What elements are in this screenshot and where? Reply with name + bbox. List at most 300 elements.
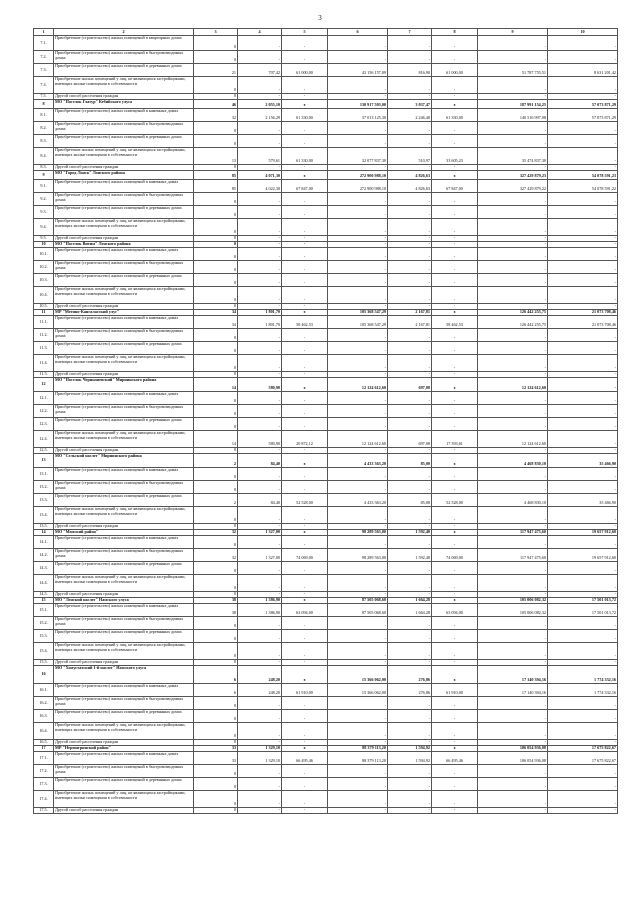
households-count: 32	[194, 109, 238, 122]
cost-total: -	[328, 193, 388, 206]
table-row	[34, 122, 618, 135]
column-number: 8	[432, 29, 478, 36]
area-total: 2 156,29	[238, 109, 282, 122]
area-total: -	[238, 242, 282, 248]
price-per-sqm: -	[282, 660, 328, 666]
area-total: 580,90	[238, 378, 282, 392]
table-row	[34, 287, 618, 304]
cost-total: 12 124 612,60	[328, 431, 388, 448]
area-total: -	[238, 697, 282, 710]
cost-planned: -	[478, 329, 548, 342]
area-total: -	[238, 723, 282, 740]
price-planned: -	[432, 77, 478, 94]
price-planned: -	[432, 765, 478, 778]
cost-total: -	[328, 507, 388, 524]
table-row	[34, 100, 618, 109]
area-planned: -	[388, 418, 432, 431]
row-name: МО "Хомустахский 1-й наслег" Намского улуса	[54, 666, 194, 684]
cost-additional: 19 657 912,60	[548, 549, 618, 562]
price-planned: -	[432, 261, 478, 274]
households-count: 33	[194, 746, 238, 752]
households-count: 0	[194, 193, 238, 206]
price-planned: -	[432, 51, 478, 64]
cost-additional: -	[548, 135, 618, 148]
area-total: -	[238, 710, 282, 723]
cost-total: -	[328, 765, 388, 778]
area-total: -	[238, 77, 282, 94]
area-total: -	[238, 643, 282, 660]
row-name: Приобретение (строительство) жилых помещений в быстровозводимых домах	[54, 697, 194, 710]
cost-total: -	[328, 723, 388, 740]
cost-total: -	[328, 219, 388, 236]
households-count: 0	[194, 592, 238, 598]
row-code: 13.1.	[34, 468, 54, 481]
table-row	[34, 109, 618, 122]
table-row	[34, 206, 618, 219]
households-count: 0	[194, 536, 238, 549]
price-planned: -	[432, 448, 478, 454]
table-row	[34, 454, 618, 468]
price-planned: -	[432, 592, 478, 598]
price-per-sqm: -	[282, 122, 328, 135]
cost-planned: -	[478, 392, 548, 405]
cost-planned: -	[478, 94, 548, 100]
price-planned: -	[432, 660, 478, 666]
area-total: 4 071,30	[238, 171, 282, 180]
households-count: 0	[194, 524, 238, 530]
cost-additional: -	[548, 219, 618, 236]
area-planned: -	[388, 643, 432, 660]
cost-total: -	[328, 135, 388, 148]
area-planned: 697,08	[388, 431, 432, 448]
area-total: -	[238, 660, 282, 666]
row-code: 10.4.	[34, 287, 54, 304]
row-name: Приобретение (строительство) жилых помещений в деревянных домах	[54, 494, 194, 507]
cost-total: 130 917 503,00	[328, 100, 388, 109]
cost-additional: -	[548, 287, 618, 304]
price-per-sqm: -	[282, 135, 328, 148]
row-name: Приобретение (строительство) жилых помещений в каменных домах	[54, 468, 194, 481]
row-name: Приобретение (строительство) жилых помещений в деревянных домах	[54, 274, 194, 287]
area-total: 248,20	[238, 666, 282, 684]
area-planned: -	[388, 193, 432, 206]
table-row	[34, 51, 618, 64]
area-total: 707,42	[238, 64, 282, 77]
households-count: 0	[194, 740, 238, 746]
row-name: МО "Сельский наслег" Мирнинского района	[54, 454, 194, 468]
row-code: 17.4.	[34, 791, 54, 808]
price-planned: 61 910,00	[432, 684, 478, 697]
households-count: 0	[194, 206, 238, 219]
row-name: Другой способ расселения граждан	[54, 740, 194, 746]
cost-additional: -	[548, 697, 618, 710]
cost-additional: 57 073 871,29	[548, 109, 618, 122]
area-planned: 2 167,81	[388, 316, 432, 329]
cost-total: -	[328, 617, 388, 630]
households-count: 0	[194, 710, 238, 723]
row-code: 15	[34, 598, 54, 604]
table-row	[34, 778, 618, 791]
area-total: -	[238, 617, 282, 630]
cost-planned: -	[478, 355, 548, 372]
row-name: Приобретение (строительство) жилых помещений в деревянных домах	[54, 135, 194, 148]
row-name: Другой способ расселения граждан	[54, 660, 194, 666]
table-row	[34, 575, 618, 592]
cost-planned: -	[478, 242, 548, 248]
cost-planned: -	[478, 592, 548, 598]
area-planned: -	[388, 135, 432, 148]
row-code: 7.2.	[34, 51, 54, 64]
cost-planned: -	[478, 630, 548, 643]
cost-planned: 17 140 394,16	[478, 684, 548, 697]
households-count: 0	[194, 468, 238, 481]
row-code: 7.4.	[34, 77, 54, 94]
cost-planned: -	[478, 51, 548, 64]
cost-additional: 35 466,90	[548, 494, 618, 507]
row-code: 10.2.	[34, 261, 54, 274]
area-total: -	[238, 481, 282, 494]
area-total: -	[238, 791, 282, 808]
cost-total: -	[328, 77, 388, 94]
area-total: -	[238, 274, 282, 287]
row-name: Приобретение (строительство) жилых помещений в каменных домах	[54, 109, 194, 122]
price-planned: -	[432, 329, 478, 342]
cost-planned: 187 991 154,25	[478, 100, 548, 109]
resettlement-table	[33, 28, 618, 814]
price-per-sqm: 66 495,46	[282, 752, 328, 765]
cost-planned: 12 124 612,60	[478, 431, 548, 448]
table-row	[34, 481, 618, 494]
area-total: -	[238, 261, 282, 274]
row-code: 10.3.	[34, 274, 54, 287]
households-count: 32	[194, 530, 238, 536]
price-planned: -	[432, 165, 478, 171]
households-count: 34	[194, 316, 238, 329]
cost-planned: 327 429 879,22	[478, 180, 548, 193]
cost-additional: -	[548, 372, 618, 378]
price-per-sqm: 61 330,00	[282, 109, 328, 122]
cost-planned: -	[478, 165, 548, 171]
table-row	[34, 684, 618, 697]
table-row	[34, 405, 618, 418]
cost-total: -	[328, 287, 388, 304]
row-code: 11	[34, 310, 54, 316]
row-name: Приобретение (строительство) жилых помещений в быстровозводимых домах	[54, 193, 194, 206]
price-per-sqm: -	[282, 448, 328, 454]
row-code: 14.2.	[34, 549, 54, 562]
cost-planned: 105 006 082,32	[478, 598, 548, 604]
price-planned: -	[432, 242, 478, 248]
row-code: 7.3.	[34, 64, 54, 77]
cost-additional: -	[548, 236, 618, 242]
cost-planned: 106 054 936,08	[478, 752, 548, 765]
area-total: 84,40	[238, 454, 282, 468]
area-total: -	[238, 507, 282, 524]
households-count: 0	[194, 287, 238, 304]
price-per-sqm: -	[282, 575, 328, 592]
table-row	[34, 342, 618, 355]
row-name: Другой способ расселения граждан	[54, 372, 194, 378]
cost-planned: 35 474 837,30	[478, 148, 548, 165]
cost-additional: -	[548, 808, 618, 814]
cost-additional: -	[548, 448, 618, 454]
area-total: -	[238, 536, 282, 549]
area-planned: -	[388, 355, 432, 372]
price-planned: -	[432, 355, 478, 372]
price-planned: -	[432, 481, 478, 494]
cost-planned: -	[478, 697, 548, 710]
cost-additional: -	[548, 355, 618, 372]
cost-planned: -	[478, 740, 548, 746]
area-total: -	[238, 135, 282, 148]
price-per-sqm: -	[282, 51, 328, 64]
row-code: 11.1.	[34, 316, 54, 329]
price-planned: -	[432, 630, 478, 643]
row-name: Приобретение (строительство) жилых помещений в деревянных домах	[54, 64, 194, 77]
row-name: Приобретение (строительство) жилых помещений в деревянных домах	[54, 418, 194, 431]
cost-planned: -	[478, 575, 548, 592]
households-count: 0	[194, 507, 238, 524]
cost-total: 88 379 113,20	[328, 746, 388, 752]
cost-total: 87 505 068,60	[328, 598, 388, 604]
row-code: 8.4.	[34, 148, 54, 165]
price-per-sqm: x	[282, 454, 328, 468]
table-row	[34, 355, 618, 372]
cost-planned: 12 124 612,60	[478, 378, 548, 392]
row-code: 15.2.	[34, 617, 54, 630]
row-code: 8.3.	[34, 135, 54, 148]
table-row	[34, 791, 618, 808]
area-total: -	[238, 94, 282, 100]
price-per-sqm: -	[282, 329, 328, 342]
table-row	[34, 378, 618, 392]
cost-total: -	[328, 392, 388, 405]
area-total: 248,20	[238, 684, 282, 697]
row-code: 9.5.	[34, 236, 54, 242]
area-planned: -	[388, 405, 432, 418]
row-name: Приобретение (строительство) жилых помещений в каменных домах	[54, 392, 194, 405]
price-per-sqm: -	[282, 342, 328, 355]
households-count: 6	[194, 666, 238, 684]
price-planned: -	[432, 723, 478, 740]
column-number: 5	[282, 29, 328, 36]
price-per-sqm: -	[282, 791, 328, 808]
cost-planned: -	[478, 617, 548, 630]
row-name: Другой способ расселения граждан	[54, 524, 194, 530]
area-planned: -	[388, 165, 432, 171]
table-row	[34, 261, 618, 274]
row-name: Приобретение (строительство) жилых помещений в деревянных домах	[54, 342, 194, 355]
cost-planned: -	[478, 372, 548, 378]
cost-additional: -	[548, 342, 618, 355]
area-planned: -	[388, 242, 432, 248]
households-count: 0	[194, 342, 238, 355]
row-code: 12	[34, 378, 54, 392]
row-name: Приобретение (строительство) жилых помещений в быстровозводимых домах	[54, 617, 194, 630]
row-name: Приобретение жилых помещений у лиц, не являющихся застройщиками, имеющих жилые помещения в собственности	[54, 723, 194, 740]
cost-total: 87 505 068,60	[328, 604, 388, 617]
area-total: 1 386,90	[238, 604, 282, 617]
households-count: 0	[194, 36, 238, 51]
area-total: -	[238, 51, 282, 64]
table-row	[34, 329, 618, 342]
row-name: Приобретение (строительство) жилых помещений в быстровозводимых домах	[54, 481, 194, 494]
area-total: 1 327,00	[238, 549, 282, 562]
households-count: 0	[194, 51, 238, 64]
cost-total: 4 433 363,20	[328, 494, 388, 507]
price-per-sqm: -	[282, 808, 328, 814]
cost-additional: -	[548, 630, 618, 643]
table-row	[34, 418, 618, 431]
row-code: 12.2.	[34, 405, 54, 418]
price-per-sqm: -	[282, 418, 328, 431]
price-per-sqm: -	[282, 630, 328, 643]
area-planned: -	[388, 236, 432, 242]
price-per-sqm: -	[282, 723, 328, 740]
cost-additional: -	[548, 392, 618, 405]
price-per-sqm: x	[282, 310, 328, 316]
area-planned: 1 664,28	[388, 604, 432, 617]
cost-total: -	[328, 740, 388, 746]
price-planned: 58 462,53	[432, 316, 478, 329]
price-planned: -	[432, 468, 478, 481]
area-planned: -	[388, 723, 432, 740]
area-total: -	[238, 236, 282, 242]
area-planned: 276,86	[388, 666, 432, 684]
price-planned: -	[432, 617, 478, 630]
cost-additional: 35 466,90	[548, 454, 618, 468]
price-per-sqm: 61 910,00	[282, 684, 328, 697]
table-row	[34, 549, 618, 562]
households-count: 0	[194, 617, 238, 630]
cost-total: -	[328, 165, 388, 171]
cost-total: -	[328, 122, 388, 135]
cost-total: -	[328, 418, 388, 431]
cost-planned: 51 787 755,51	[478, 64, 548, 77]
area-planned: -	[388, 697, 432, 710]
area-planned: 2 246,40	[388, 109, 432, 122]
row-code: 9	[34, 171, 54, 180]
area-planned: -	[388, 791, 432, 808]
price-per-sqm: -	[282, 304, 328, 310]
price-per-sqm: -	[282, 165, 328, 171]
area-planned: -	[388, 562, 432, 575]
area-total: -	[238, 418, 282, 431]
area-planned: -	[388, 248, 432, 261]
row-name: Другой способ расселения граждан	[54, 448, 194, 454]
price-planned: -	[432, 236, 478, 242]
cost-additional: 17 675 822,67	[548, 746, 618, 752]
price-per-sqm: -	[282, 36, 328, 51]
area-planned: 697,08	[388, 378, 432, 392]
cost-additional: -	[548, 740, 618, 746]
table-row	[34, 219, 618, 236]
cost-total: -	[328, 248, 388, 261]
area-planned: 1 592,40	[388, 530, 432, 536]
price-planned: -	[432, 524, 478, 530]
households-count: 0	[194, 660, 238, 666]
price-planned: 61 330,00	[432, 109, 478, 122]
area-total: -	[238, 287, 282, 304]
cost-total: 15 366 062,00	[328, 666, 388, 684]
row-name: Приобретение (строительство) жилых помещений в каменных домах	[54, 604, 194, 617]
price-per-sqm: -	[282, 287, 328, 304]
area-total: -	[238, 193, 282, 206]
row-name: Приобретение (строительство) жилых помещений в каменных домах	[54, 248, 194, 261]
cost-total: 15 366 062,00	[328, 684, 388, 697]
cost-total: -	[328, 51, 388, 64]
cost-total: -	[328, 778, 388, 791]
area-planned: 3 037,47	[388, 100, 432, 109]
cost-additional: 21 073 708,46	[548, 310, 618, 316]
price-per-sqm: -	[282, 507, 328, 524]
column-number: 1	[34, 29, 54, 36]
row-name: Приобретение (строительство) жилых помещений в быстровозводимых домах	[54, 51, 194, 64]
price-per-sqm: -	[282, 740, 328, 746]
cost-additional: -	[548, 524, 618, 530]
area-planned: -	[388, 740, 432, 746]
cost-total: -	[328, 261, 388, 274]
area-total: 1 801,70	[238, 316, 282, 329]
cost-planned: -	[478, 643, 548, 660]
table-row	[34, 562, 618, 575]
row-code: 16.2.	[34, 697, 54, 710]
price-planned: 63 094,00	[432, 604, 478, 617]
table-row	[34, 148, 618, 165]
households-count: 85	[194, 171, 238, 180]
cost-total: -	[328, 630, 388, 643]
cost-total: 12 124 612,60	[328, 378, 388, 392]
price-planned: -	[432, 791, 478, 808]
row-name: Приобретение (строительство) жилых помещений в быстровозводимых домах	[54, 329, 194, 342]
row-name: Приобретение (строительство) жилых помещений в деревянных домах	[54, 206, 194, 219]
row-name: Приобретение жилых помещений у лиц, не являющихся застройщиками, имеющих жилые помещения в собственности	[54, 219, 194, 236]
row-code: 15.5.	[34, 660, 54, 666]
row-name: Другой способ расселения граждан	[54, 808, 194, 814]
cost-planned: 140 516 997,08	[478, 109, 548, 122]
row-code: 13.5.	[34, 524, 54, 530]
cost-additional: -	[548, 507, 618, 524]
row-code: 17.5.	[34, 808, 54, 814]
cost-planned: 327 429 879,23	[478, 171, 548, 180]
area-total: -	[238, 575, 282, 592]
cost-additional: -	[548, 248, 618, 261]
cost-additional: -	[548, 468, 618, 481]
cost-planned: -	[478, 206, 548, 219]
cost-total: 272 900 988,10	[328, 171, 388, 180]
price-planned: x	[432, 310, 478, 316]
area-planned: -	[388, 122, 432, 135]
area-planned: -	[388, 206, 432, 219]
row-code: 10	[34, 242, 54, 248]
table-row	[34, 248, 618, 261]
cost-additional: -	[548, 617, 618, 630]
cost-planned: -	[478, 236, 548, 242]
cost-additional: -	[548, 660, 618, 666]
area-total: -	[238, 372, 282, 378]
row-code: 10.1.	[34, 248, 54, 261]
row-name: Приобретение жилых помещений у лиц, не являющихся застройщиками, имеющих жилые помещения в собственности	[54, 77, 194, 94]
price-per-sqm: -	[282, 94, 328, 100]
row-code: 10.5.	[34, 304, 54, 310]
price-per-sqm: -	[282, 193, 328, 206]
cost-additional: -	[548, 274, 618, 287]
households-count: 0	[194, 329, 238, 342]
cost-planned: 4 468 830,10	[478, 454, 548, 468]
area-planned: -	[388, 304, 432, 310]
area-planned: -	[388, 448, 432, 454]
area-planned: 4 826,63	[388, 171, 432, 180]
